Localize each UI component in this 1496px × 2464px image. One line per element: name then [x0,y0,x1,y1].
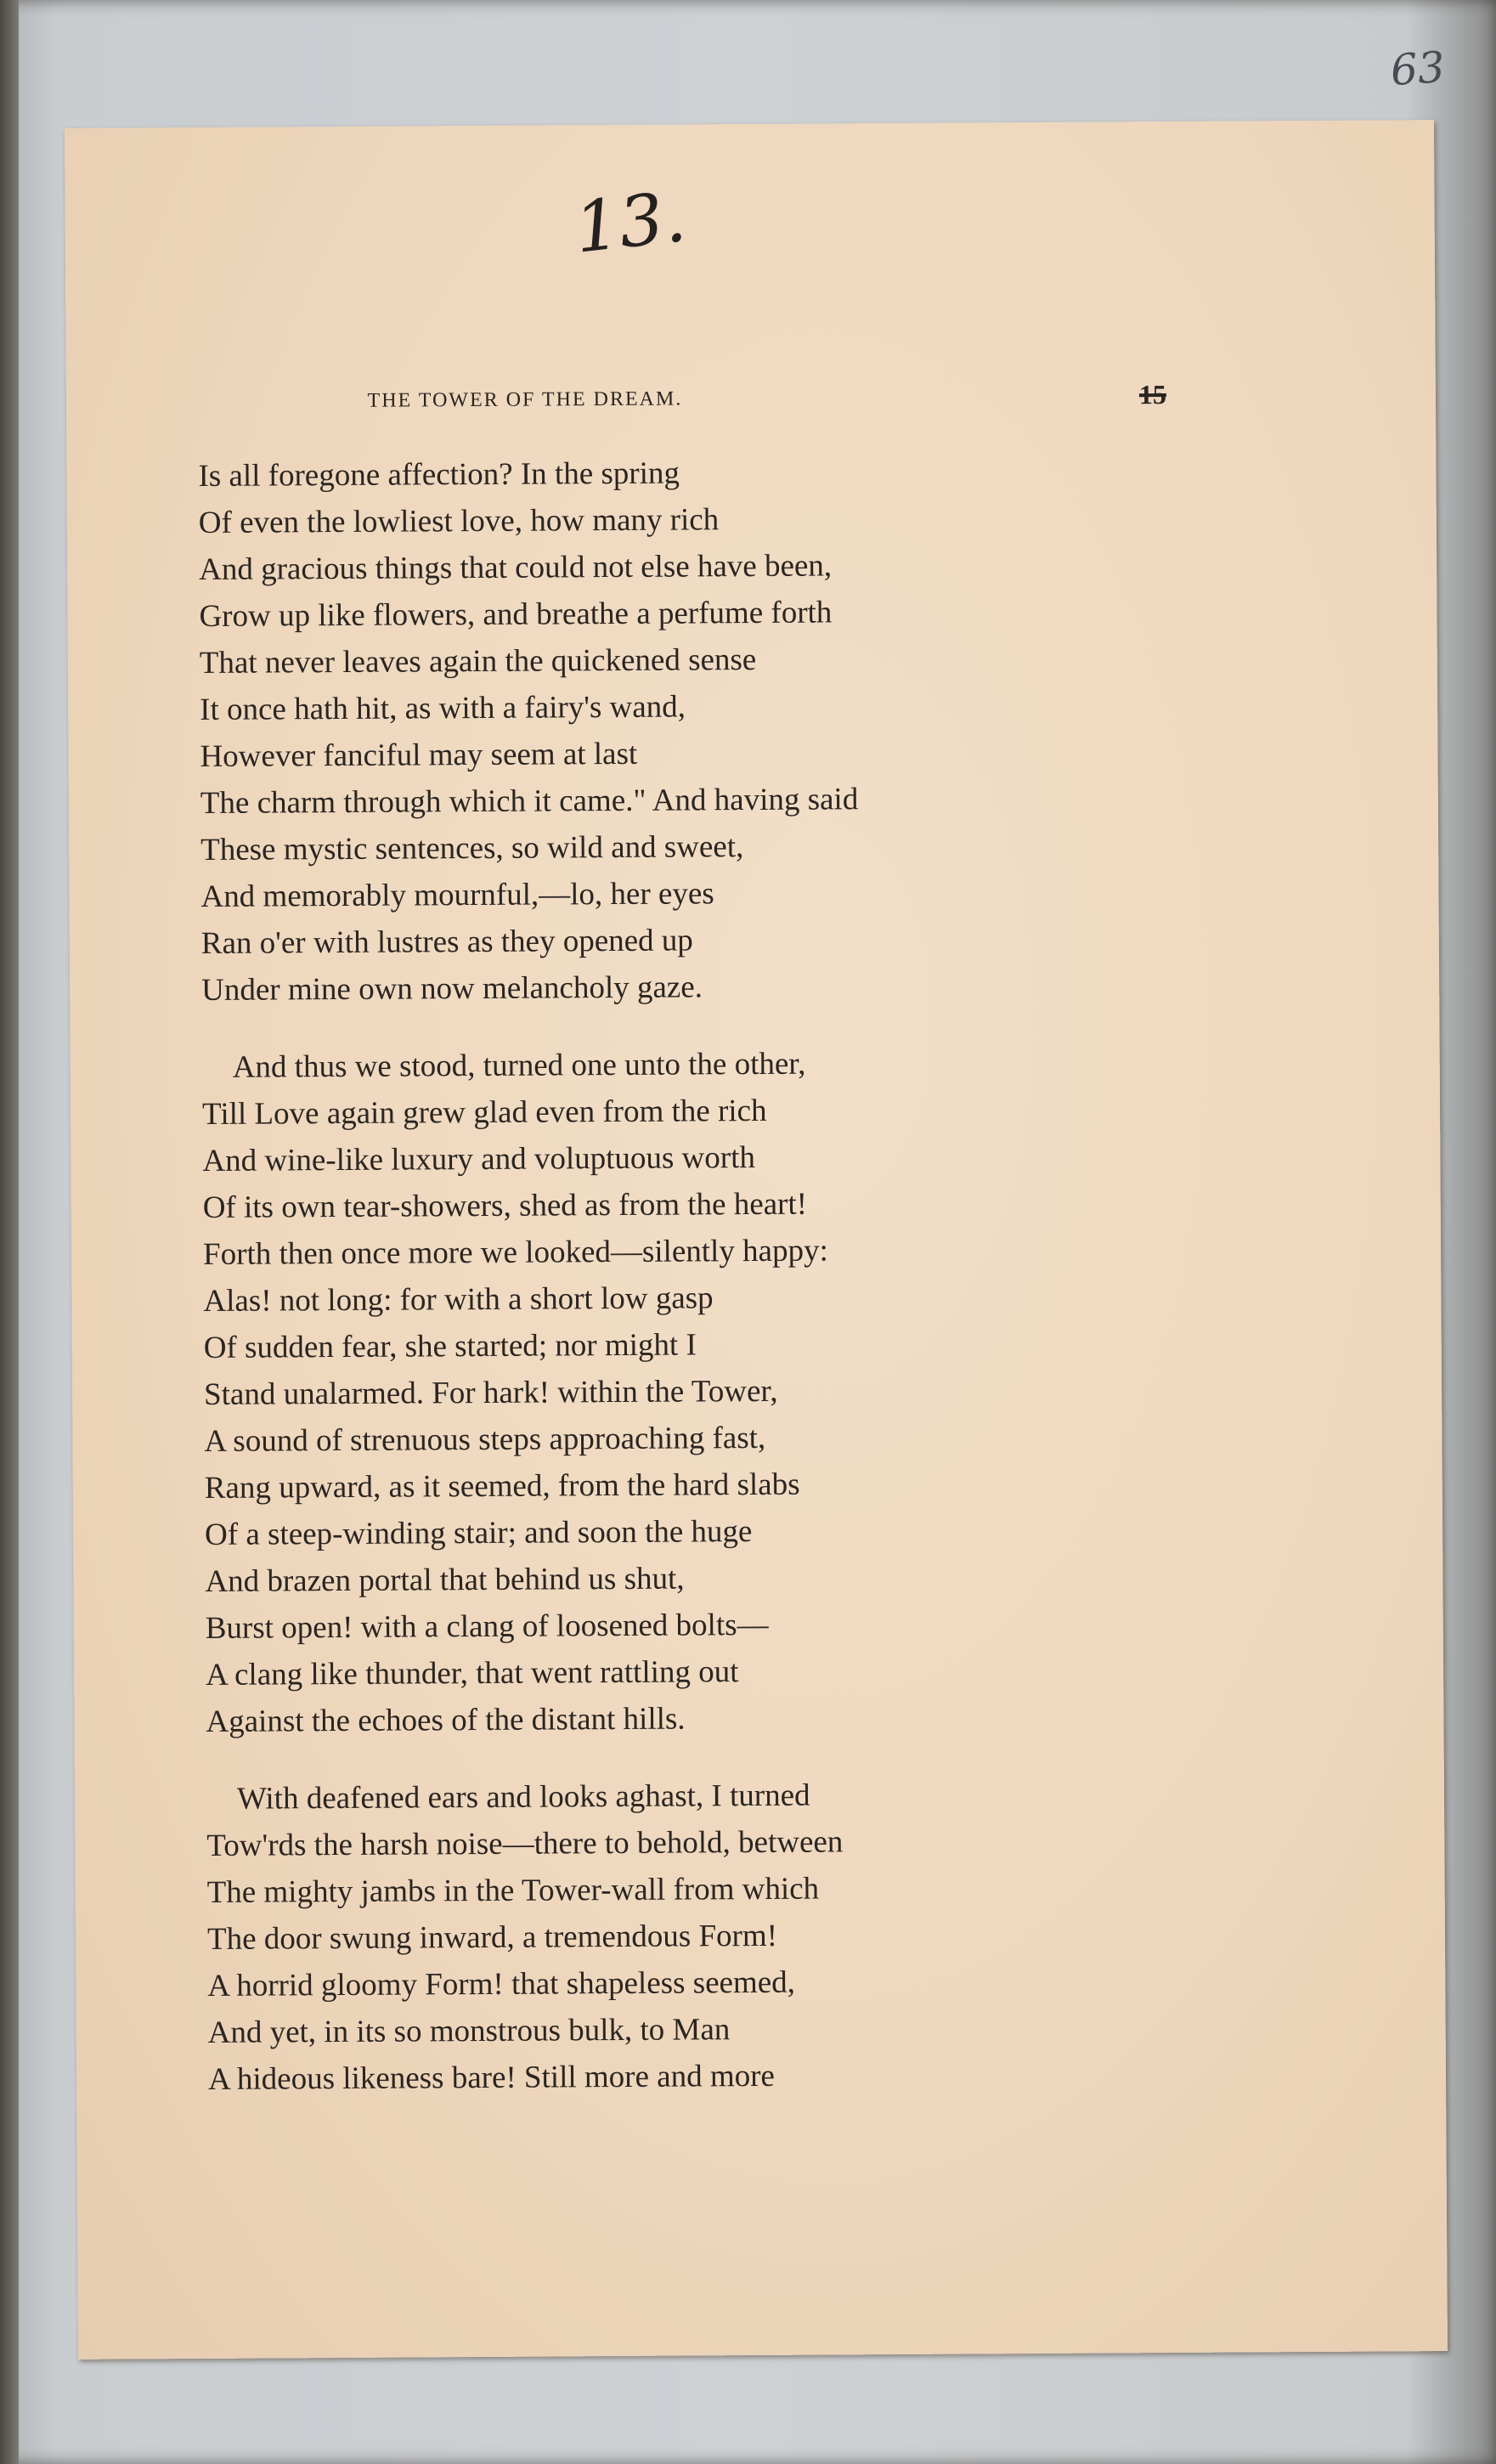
poem-line: A sound of strenuous steps approaching fast, [204,1420,766,1459]
poem-line: These mystic sentences, so wild and sweet, [200,829,744,867]
poem-line: Till Love again grew glad even from the rich [201,1093,767,1132]
poem-line: A horrid gloomy Form! that shapeless seemed, [207,1964,796,2003]
poem-line: Tow'rds the harsh noise—there to behold, between [206,1824,844,1863]
poem-line: Of a steep-winding stair; and soon the huge [204,1514,753,1552]
poem-line: That never leaves again the quickened sense [199,641,757,681]
poem-line: Ran o'er with lustres as they opened up [200,923,693,961]
poem-line: A clang like thunder, that went rattling out [205,1654,739,1693]
poem-line: And brazen portal that behind us shut, [205,1561,685,1599]
poem-line: With deafened ears and looks aghast, I turned [236,1777,810,1817]
running-head: THE TOWER OF THE DREAM. [367,387,683,412]
stanza [202,1038,1226,1745]
poem-line: Of even the lowliest love, how many rich [198,502,720,540]
poem-line: Forth then once more we looked—silently happy: [202,1233,828,1272]
poem-line: Under mine own now melancholy gaze. [201,969,703,1008]
poem-line: However fanciful may seem at last [200,736,638,774]
poem-line: It once hath hit, as with a fairy's wand, [200,689,686,727]
handwritten-page-number: 63 [1389,42,1447,96]
poem-line: Burst open! with a clang of loosened bolts— [205,1607,769,1646]
struck-out-page-number: 15 [1138,379,1167,410]
poem-line: The mighty jambs in the Tower-wall from which [206,1871,820,1910]
stanza [198,447,1221,1014]
poem-line: A hideous likeness bare! Still more and more [207,2058,776,2097]
poem-line: The charm through which it came." And having said [200,782,859,821]
poem-line: And thus we stood, turned one unto the other, [232,1046,806,1085]
poem-line: And yet, in its so monstrous bulk, to Man [207,2012,731,2050]
poem-line: And wine-like luxury and voluptuous worth [202,1140,756,1178]
poem-line: Is all foregone affection? In the spring [198,455,680,494]
poem-line: Rang upward, as it seemed, from the hard slabs [204,1467,800,1506]
poem-line: The door swung inward, a tremendous Form! [206,1918,778,1957]
poem-line: Of sudden fear, she started; nor might I [203,1327,697,1365]
poem-text [198,447,1228,2103]
poem-line: Grow up like flowers, and breathe a perfume forth [199,595,833,634]
poem-line: And gracious things that could not else have been, [199,548,833,587]
printed-page [65,120,1448,2359]
poem-line: Against the echoes of the distant hills. [206,1701,686,1739]
poem-line: Of its own tear-showers, shed as from the heart! [202,1186,808,1225]
poem-line: Alas! not long: for with a short low gasp [203,1280,714,1319]
poem-line: Stand unalarmed. For hark! within the Tower, [203,1373,778,1412]
handwritten-section-number: 13. [570,176,690,269]
stanza [206,1770,1228,2103]
poem-line: And memorably mournful,—lo, her eyes [200,876,714,914]
